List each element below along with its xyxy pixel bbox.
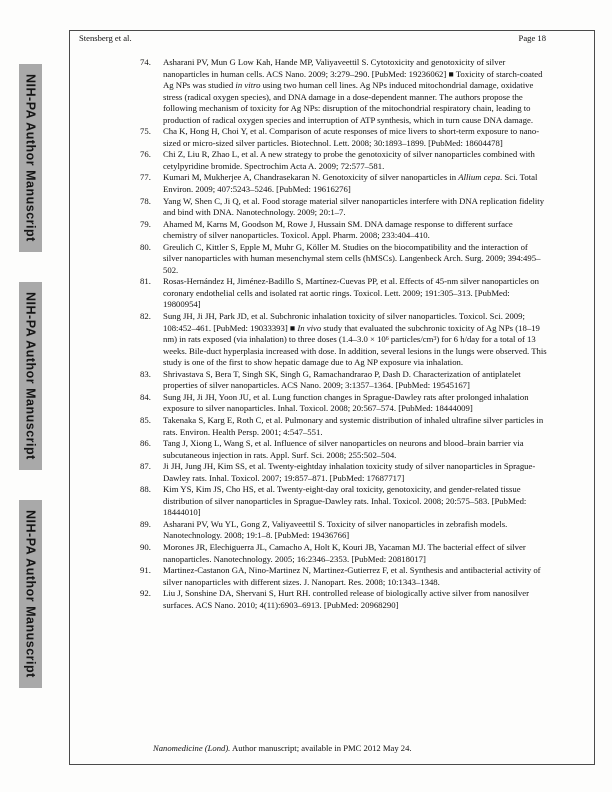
- reference-text: Takenaka S, Karg E, Roth C, et al. Pulmonary and systemic distribution of inhaled ultrafine silver particles in rats. Environ. Health Persp. 2001; 4:547–551.: [163, 414, 544, 437]
- reference-text: Shrivastava S, Bera T, Singh SK, Singh G, Ramachandrarao P, Dash D. Characterization of antiplatelet properties of silver nanoparticles. ACS Nano. 2009; 3:1357–1364. [PubMed: 19545167]: [163, 368, 521, 391]
- reference-text: Martinez-Castanon GA, Nino-Martinez N, Martinez-Gutierrez F, et al. Synthesis and antibacterial activity of silver nanoparticles with different sizes. J. Nanopart. Res. 2008; 10:1343–1348.: [163, 565, 541, 587]
- watermark-text: NIH-PA Author Manuscript: [23, 74, 38, 242]
- reference-number: 78.: [140, 195, 151, 206]
- reference-text: Kim YS, Kim JS, Cho HS, et al. Twenty-eight-day oral toxicity, genotoxicity, and gender-related tissue distribution of silver nanoparticles in Sprague-Dawley rats. Inhal. Toxicol. 2008; 20:575–583. [PubMed: 18444010]: [163, 484, 527, 518]
- reference-text: Liu J, Sonshine DA, Shervani S, Hurt RH. controlled release of biologically active silver from nanosilver surfaces. ACS Nano. 2010; 4(11):6903–6913. [PubMed: 20968290]: [163, 588, 530, 610]
- reference-number: 90.: [140, 541, 151, 552]
- reference-number: 91.: [140, 565, 151, 576]
- footer-journal-name: Nanomedicine (Lond).: [153, 743, 231, 753]
- reference-number: 80.: [140, 241, 151, 252]
- reference-number: 89.: [140, 518, 151, 529]
- watermark-text: NIH-PA Author Manuscript: [23, 510, 38, 678]
- reference-text: Tang J, Xiong L, Wang S, et al. Influence of silver nanoparticles on neurons and blood–brain barrier via subcutaneous injection in rats. Appl. Surf. Sci. 2008; 255:502–504.: [163, 438, 524, 460]
- reference-text: Greulich C, Kittler S, Epple M, Muhr G, Köller M. Studies on the biocompatibility and the interaction of silver nanoparticles with human mesenchymal stem cells (hMSCs). Langenbeck Arch. Surg. 2009; 394:495–502.: [163, 241, 541, 275]
- reference-item: [140, 519, 547, 542]
- reference-item: [140, 276, 547, 311]
- reference-text: Sung JH, Ji JH, Park JD, et al. Subchronic inhalation toxicity of silver nanoparticles. Toxicol. Sci. 2009; 108:452–461. [PubMed: 19033393] ■ In vivo study that evaluated the subchronic toxicity of Ag NPs (18–19 nm) in rats exposed (via inhalation) to three doses ($1.4-3.0 \times 10^6$ particles/$cm^3$) for 6 h/day for a total of 13 weeks. Bile-duct hyperplasia increased with dose. In addition, several lesions in the lungs were observed. This study is one of the first to show hepatic damage due to Ag NP exposure via inhalation.: [163, 311, 547, 368]
- reference-item: [140, 126, 547, 149]
- reference-number: 76.: [140, 149, 151, 160]
- reference-list: [140, 57, 547, 611]
- reference-number: 74.: [140, 57, 151, 67]
- reference-item: [140, 57, 547, 126]
- reference-number: 77.: [140, 172, 151, 183]
- watermark-bar: [19, 500, 42, 688]
- reference-item: [140, 392, 547, 415]
- reference-item: [140, 242, 547, 277]
- reference-item: [140, 369, 547, 392]
- reference-item: [140, 415, 547, 438]
- reference-text: Sung JH, Ji JH, Yoon JU, et al. Lung function changes in Sprague-Dawley rats after prolonged inhalation exposure to silver nanoparticles. Inhal. Toxicol. 2008; 20:567–574. [PubMed: 18444009]: [163, 391, 529, 414]
- reference-text: Chi Z, Liu R, Zhao L, et al. A new strategy to probe the genotoxicity of silver nanoparticles combined with cetylpyridine bromide. Spectrochim Acta A. 2009; 72:577–581.: [163, 149, 535, 171]
- reference-item: [140, 172, 547, 195]
- footer-availability-text: Author manuscript; available in PMC 2012 May 24.: [230, 743, 412, 753]
- reference-item: [140, 542, 547, 565]
- reference-text: Asharani PV, Wu YL, Gong Z, Valiyaveettil S. Toxicity of silver nanoparticles in zebrafish models. Nanotechnology. 2008; 19:1–8. [PubMed: 19436766]: [163, 518, 508, 541]
- reference-number: 79.: [140, 218, 151, 229]
- reference-number: 83.: [140, 368, 151, 379]
- reference-item: [140, 565, 547, 588]
- reference-number: 82.: [140, 311, 151, 322]
- reference-number: 84.: [140, 391, 151, 402]
- reference-item: [140, 588, 547, 611]
- reference-item: [140, 311, 547, 369]
- reference-number: 88.: [140, 484, 151, 495]
- reference-number: 86.: [140, 438, 151, 449]
- page-number: Page 18: [518, 33, 546, 43]
- reference-item: [140, 149, 547, 172]
- reference-text: Ahamed M, Karns M, Goodson M, Rowe J, Hussain SM. DNA damage response to different surface chemistry of silver nanoparticles. Toxicol. Appl. Pharm. 2008; 233:404–410.: [163, 218, 513, 241]
- reference-text: Kumari M, Mukherjee A, Chandrasekaran N. Genotoxicity of silver nanoparticles in Allium cepa. Sci. Total Environ. 2009; 407:5243–5246. [PubMed: 19616276]: [163, 172, 538, 195]
- reference-item: [140, 461, 547, 484]
- reference-number: 81.: [140, 276, 151, 287]
- watermark-bar: [19, 282, 42, 470]
- reference-text: Yang W, Shen C, Ji Q, et al. Food storage material silver nanoparticles interfere with DNA replication fidelity and bind with DNA. Nanotechnology. 2009; 20:1–7.: [163, 195, 545, 218]
- reference-number: 75.: [140, 126, 151, 137]
- reference-text: Cha K, Hong H, Choi Y, et al. Comparison of acute responses of mice livers to short-term exposure to nano-sized or micro-sized silver particles. Biotechnol. Lett. 2008; 30:1893–1899. [PubMed: 18604478]: [163, 126, 540, 148]
- reference-item: [140, 196, 547, 219]
- reference-text: Rosas-Hernández H, Jiménez-Badillo S, Martínez-Cuevas PP, et al. Effects of 45-nm silver nanoparticles on coronary endothelial cells and isolated rat aortic rings. Toxicol. Lett. 2009; 191:305–313. [PubMed: 19800954]: [163, 276, 539, 310]
- reference-item: [140, 484, 547, 519]
- reference-text: Ji JH, Jung JH, Kim SS, et al. Twenty-eightday inhalation toxicity study of silver nanoparticles in Sprague-Dawley rats. Inhal. Toxicol. 2007; 19:857–871. [PubMed: 17687717]: [163, 461, 536, 483]
- reference-number: 92.: [140, 588, 151, 599]
- watermark-bar: [19, 64, 42, 252]
- reference-number: 87.: [140, 461, 151, 472]
- footer-citation: [153, 743, 412, 753]
- running-head-author: Stensberg et al.: [79, 33, 132, 43]
- reference-item: [140, 438, 547, 461]
- reference-text: Morones JR, Elechiguerra JL, Camacho A, Holt K, Kouri JB, Yacaman MJ. The bacterial effect of silver nanoparticles. Nanotechnology. 2005; 16:2346–2353. [PubMed: 20818017]: [163, 541, 526, 564]
- reference-text: Asharani PV, Mun G Low Kah, Hande MP, Valiyaveettil S. Cytotoxicity and genotoxicity of silver nanoparticles in human cells. ACS Nano. 2009; 3:279–290. [PubMed: 19236062] ■ Toxicity of starch-coated Ag NPs was studied in vitro using two human cell lines. Ag NPs induced mitochondrial damage, oxidative stress (radical oxygen species), and DNA damage in a dose-dependent manner. The authors propose the following mechanism of toxicity for Ag NPs: disruption of the mitochondrial respiratory chain, leading to production of radical oxygen species and interruption of ATP synthesis, which in turn cause DNA damage.: [163, 57, 543, 125]
- reference-item: [140, 219, 547, 242]
- watermark-text: NIH-PA Author Manuscript: [23, 292, 38, 460]
- reference-number: 85.: [140, 414, 151, 425]
